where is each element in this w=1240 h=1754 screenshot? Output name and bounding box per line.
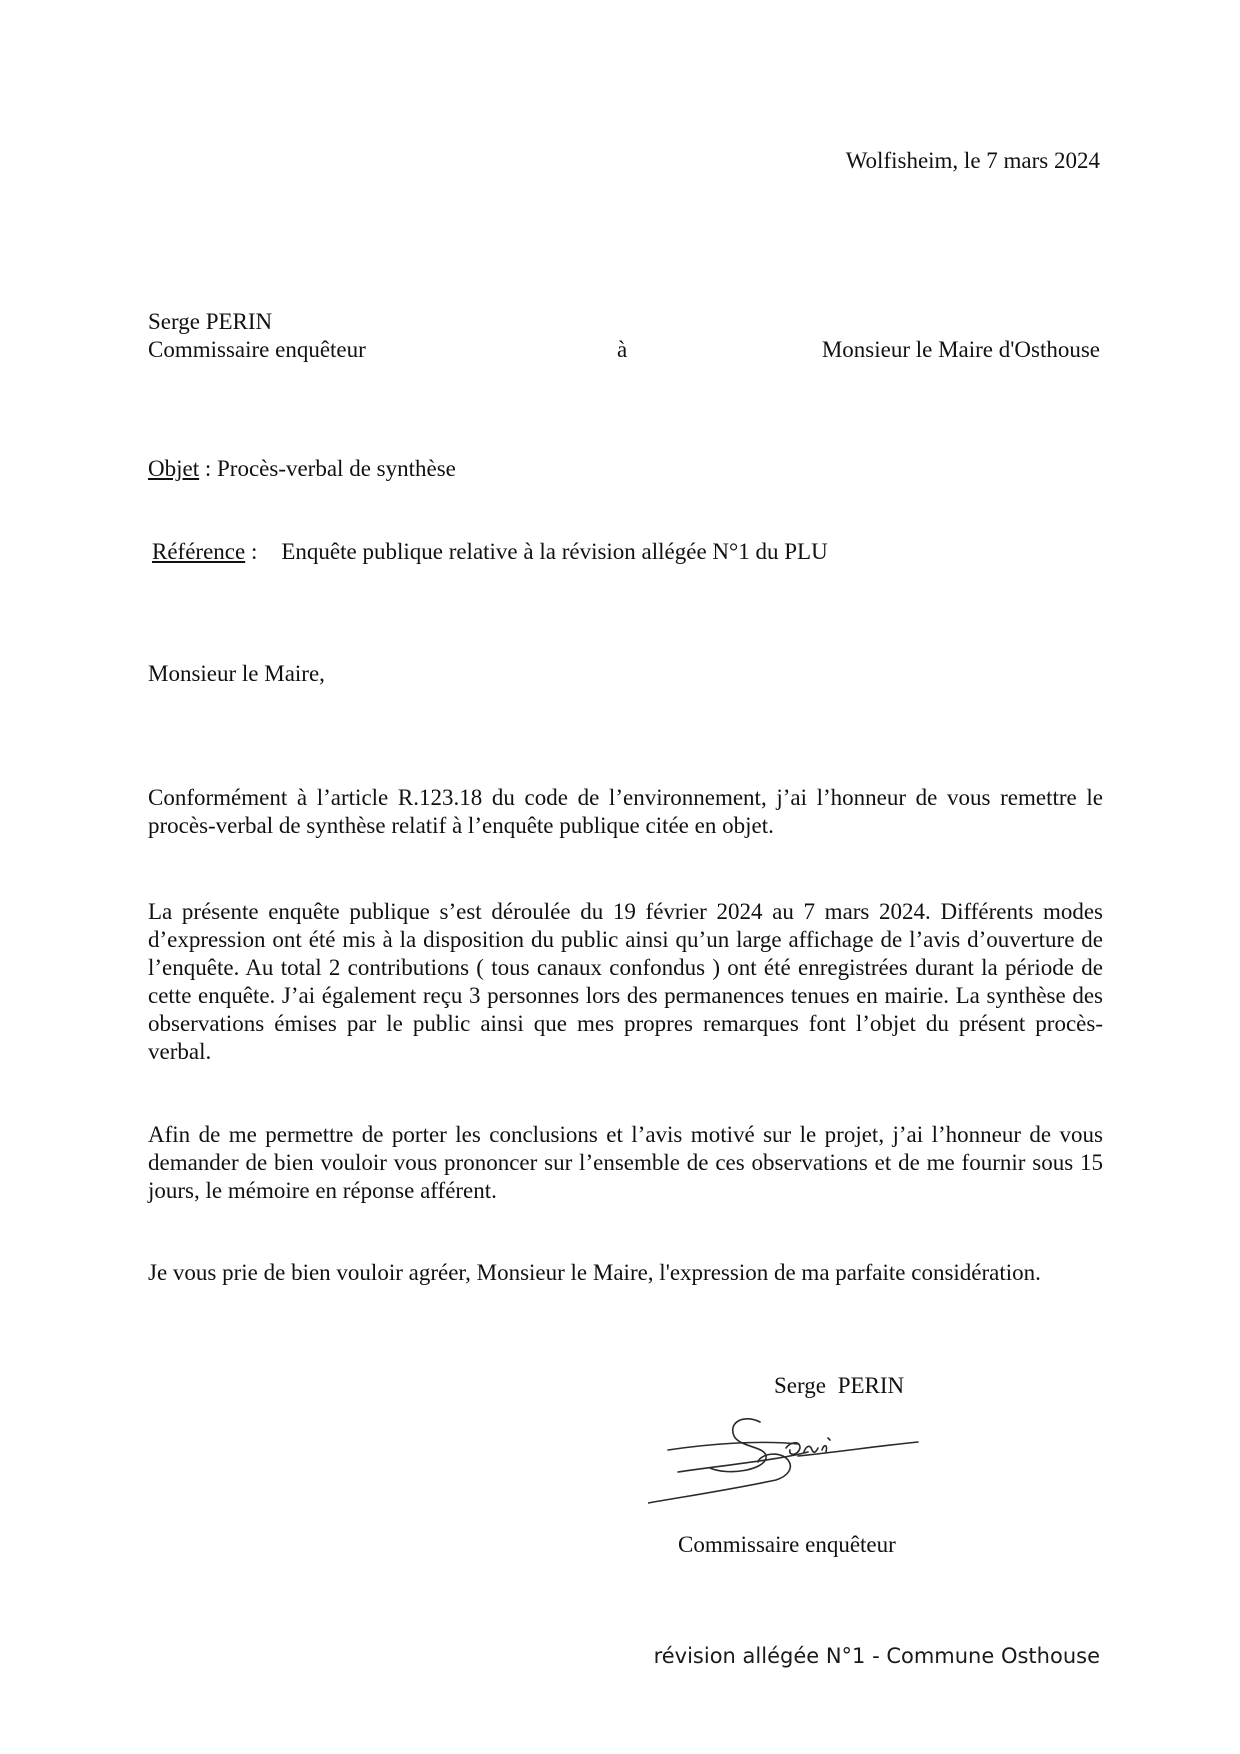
sender-name: Serge PERIN [148,309,273,334]
reference-separator: : [245,539,258,564]
reference-value: Enquête publique relative à la révision allégée N°1 du PLU [281,539,828,564]
recipient: Monsieur le Maire d'Osthouse [821,337,1100,362]
page-footer: révision allégée N°1 - Commune Osthouse [653,1644,1100,1668]
objet-value: Procès-verbal de synthèse [217,456,456,481]
objet-label: Objet [148,456,200,481]
reference-line [148,538,828,566]
signatory-role: Commissaire enquêteur [678,1532,896,1557]
place-date: Wolfisheim, le 7 mars 2024 [845,148,1100,173]
greeting: Monsieur le Maire, [148,661,325,686]
body-paragraph: Conformément à l’article R.123.18 du code de l’environnement, j’ai l’honneur de vous remettre le procès-verbal de synthèse relatif à l’enquête publique citée en objet. [148,785,1103,838]
signatory-name: Serge PERIN [774,1373,905,1398]
sender-role: Commissaire enquêteur [148,337,366,362]
closing-paragraph: Je vous prie de bien vouloir agréer, Monsieur le Maire, l'expression de ma parfaite considération. [148,1260,1041,1285]
objet-line [148,455,456,483]
addressed-to-marker: à [617,337,628,362]
objet-separator: : [199,456,217,481]
body-paragraph: La présente enquête publique s’est déroulée du 19 février 2024 au 7 mars 2024. Différents modes d’expression ont été mis à la disposition du public ainsi qu’un large affichage de l’avis d’ouverture de l’enquête. Au total 2 contributions ( tous canaux confondus ) ont été enregistrées durant la période de cette enquête. J’ai également reçu 3 personnes lors des permanences tenues en mairie. La synthèse des observations émises par le public ainsi que mes propres remarques font l’objet du présent procès-verbal. [148,899,1103,1064]
body-paragraph: Afin de me permettre de porter les conclusions et l’avis motivé sur le projet, j’ai l’honneur de vous demander de bien vouloir vous prononcer sur l’ensemble de ces observations et de me fournir sous 15 jours, le mémoire en réponse afférent. [148,1122,1103,1203]
handwritten-signature [648,1410,928,1510]
reference-label: Référence [152,539,246,564]
